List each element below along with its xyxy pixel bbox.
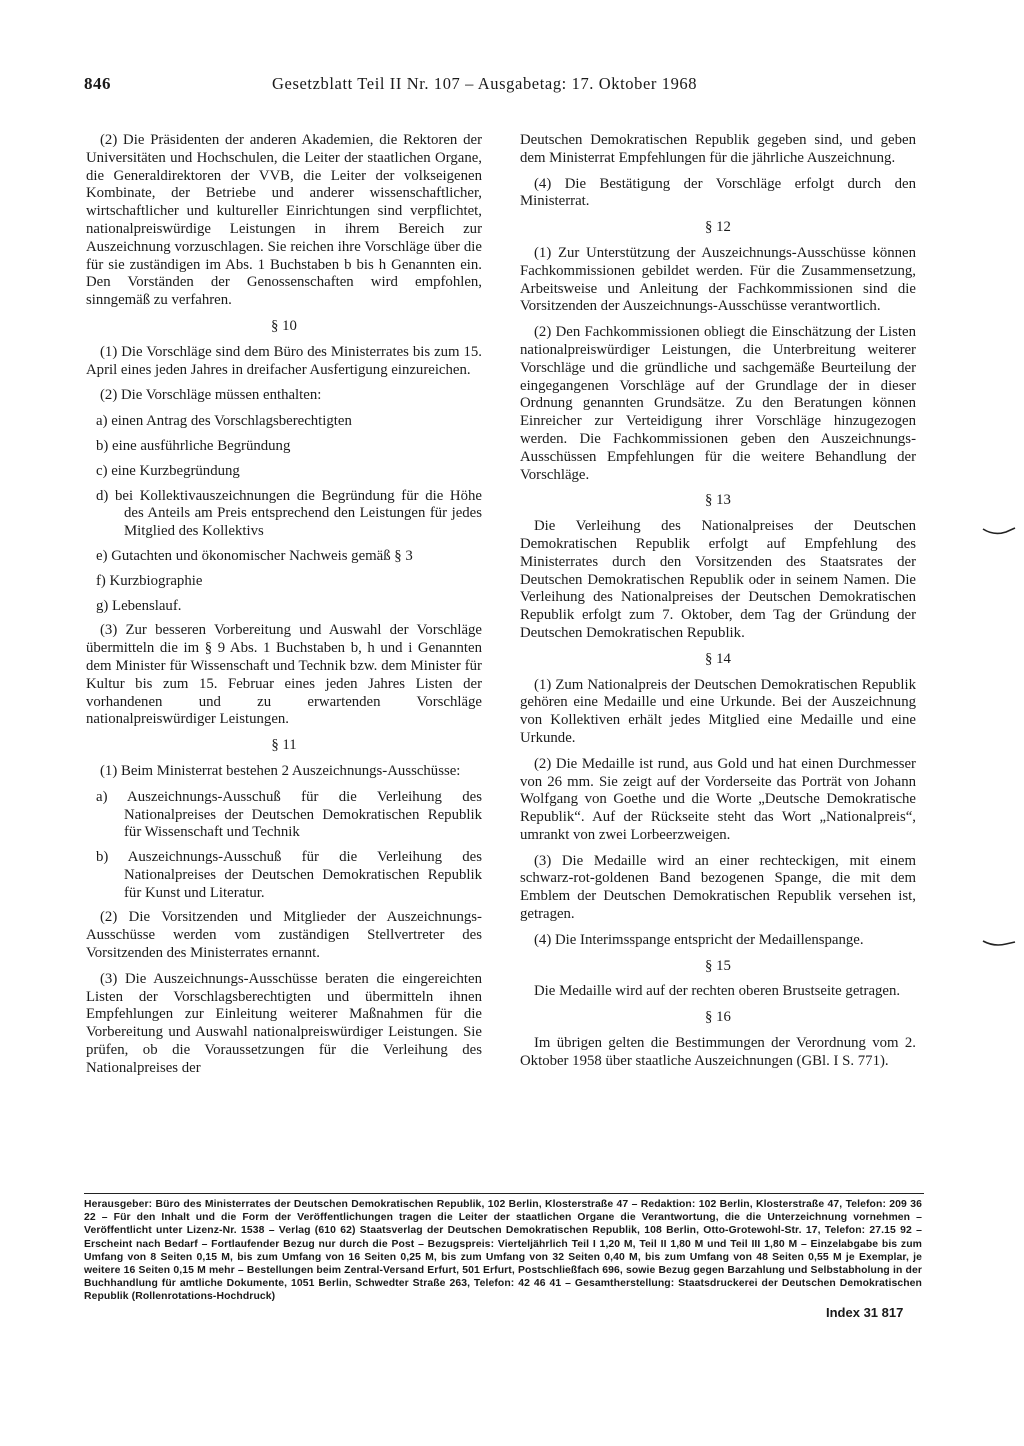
paragraph-9-2: (2) Die Präsidenten der anderen Akademien, die Rektoren der Universitäten und Hochschulen, die Leiter der staatlichen Organe, die Generaldirektoren der VVB, die Leiter der volkseigenen Kombinate, der Betriebe und anderer wissenschaftlicher, wirtschaftlicher und kultureller Einrichtungen sind verpflichtet, nationalpreiswürdige Leistungen in ihrem Bereich zur Auszeichnung vorzuschlagen. Sie reichen ihre Vorschläge über die für sie zuständigen im Abs. 1 Buchstaben b bis h Genannten ein. Den Vorständen der Genossenschaften wird empfohlen, sinngemäß zu verfahren. (86, 132, 482, 309)
publisher-imprint: Herausgeber: Büro des Ministerrates der Deutschen Demokratischen Republik, 102 Berlin, Klosterstraße 47 – Redaktion: 102 Berlin, Klosterstraße 47, Telefon: 209 36 22 – Für den Inhalt und die Form der Veröffentlichungen tragen die Leiter der staatlichen Organe die Verantwortung, die die Unterzeichnung vornehmen – Veröffentlicht unter Lizenz-Nr. 1538 – Verlag (610 62) Staatsverlag der Deutschen Demokratischen Republik, 108 Berlin, Otto-Grotewohl-Str. 17, Telefon: 27.15 92 – Erscheint nach Bedarf – Fortlaufender Bezug nur durch die Post – Bezugspreis: Vierteljährlich Teil I 1,20 M, Teil II 1,80 M und Teil III 1,80 M – Einzelabgabe bis zum Umfang von 8 Seiten 0,15 M, bis zum Umfang von 16 Seiten 0,25 M, bis zum Umfang von 32 Seiten 0,40 M, bis zum Umfang von 48 Seiten 0,55 M je Exemplar, je weitere 16 Seiten 0,15 M mehr – Bestellungen beim Zentral-Versand Erfurt, 501 Erfurt, Postschließfach 696, sowie Bezug gegen Barzahlung und Selbstabholung in der Buchhandlung für amtliche Dokumente, 1051 Berlin, Schwedter Straße 263, Telefon: 42 46 41 – Gesamtherstellung: Staatsdruckerei der Deutschen Demokratischen Republik (Rollenrotations-Hochdruck) (84, 1199, 922, 1303)
list-item-10-e: e) Gutachten und ökonomischer Nachweis gemäß § 3 (96, 547, 413, 564)
right-column (520, 132, 916, 1079)
paragraph-10-1: (1) Die Vorschläge sind dem Büro des Ministerrates bis zum 15. April eines jeden Jahres in dreifacher Ausfertigung einzureichen. (86, 343, 482, 378)
paragraph-12-1: (1) Zur Unterstützung der Auszeichnungs-Ausschüsse können Fachkommissionen gebildet werden. Für die Zusammensetzung, Arbeitsweise und Anleitung der Fachkommissionen sind die Vorsitzenden der Auszeichnungs-Ausschüsse verantwortlich. (520, 244, 916, 315)
paragraph-10-3: (3) Zur besseren Vorbereitung und Auswahl der Vorschläge übermitteln die im § 9 Abs. 1 Buchstaben b, h und i Genannten dem Minister für Wissenschaft und Technik bzw. dem Minister für Kultur bis zum 15. Februar eines jeden Jahres Listen der vorhandenen und zu erwartenden Vorschläge nationalpreiswürdiger Leistungen. (86, 622, 482, 728)
section-heading-16: § 16 (705, 1009, 731, 1026)
list-item-10-f: f) Kurzbiographie (96, 572, 203, 589)
section-heading-10: § 10 (271, 317, 297, 334)
binding-mark-icon (982, 526, 1016, 536)
index-number: Index 31 817 (826, 1305, 904, 1320)
footer-divider (84, 1193, 924, 1194)
list-item-10-b: b) eine ausführliche Begründung (96, 437, 291, 454)
paragraph-15-1: Die Medaille wird auf der rechten oberen Brustseite getragen. (534, 983, 901, 1000)
paragraph-14-4: (4) Die Interimsspange entspricht der Medaillenspange. (534, 931, 864, 948)
paragraph-14-3: (3) Die Medaille wird an einer rechteckigen, mit einem schwarz-rot-goldenen Band bezogenen Spange, die mit dem Emblem der Deutschen Demokratischen Republik versehen ist, getragen. (520, 852, 916, 923)
left-column (86, 132, 482, 1086)
section-heading-15: § 15 (705, 957, 731, 974)
list-item-10-g: g) Lebenslauf. (96, 597, 182, 614)
binding-mark-icon (982, 938, 1016, 948)
list-item-10-d: d) bei Kollektivauszeichnungen die Begründung für die Höhe des Anteils am Preis entsprechend den Leistungen für jedes Mitglied des Kollektivs (96, 487, 482, 540)
paragraph-11-3-continued: Deutschen Demokratischen Republik gegeben sind, und geben dem Ministerrat Empfehlungen für die jährliche Auszeichnung. (520, 132, 916, 166)
paragraph-13-1: Die Verleihung des Nationalpreises der Deutschen Demokratischen Republik erfolgt auf Empfehlung des Ministerrates durch den Vorsitzenden des Staatsrates der Deutschen Demokratischen Republik oder in seinem Namen. Die Verleihung des Nationalpreises der Deutschen Demokratischen Republik erfolgt zum 7. Oktober, dem Tag der Gründung der Deutschen Demokratischen Republik. (520, 518, 916, 641)
paragraph-11-2: (2) Die Vorsitzenden und Mitglieder der Auszeichnungs-Ausschüsse werden vom zuständigen Stellvertreter des Vorsitzenden des Ministerrates ernannt. (86, 909, 482, 962)
paragraph-11-3: (3) Die Auszeichnungs-Ausschüsse beraten die eingereichten Listen der Vorschlagsberechtigten und übermitteln ihnen Empfehlungen zur Einleitung weiterer Maßnahmen für die Vorbereitung und Auswahl nationalpreiswürdiger Leistungen. Sie prüfen, ob die Voraussetzungen für die Verleihung des Nationalpreises der (86, 970, 482, 1076)
paragraph-11-1: (1) Beim Ministerrat bestehen 2 Auszeichnungs-Ausschüsse: (100, 762, 461, 779)
list-item-11-b: b) Auszeichnungs-Ausschuß für die Verleihung des Nationalpreises der Deutschen Demokratischen Republik für Kunst und Literatur. (96, 849, 482, 901)
list-item-11-a: a) Auszeichnungs-Ausschuß für die Verleihung des Nationalpreises der Deutschen Demokratischen Republik für Wissenschaft und Technik (96, 788, 482, 841)
section-heading-11: § 11 (271, 737, 297, 754)
section-heading-13: § 13 (705, 492, 731, 509)
paragraph-11-4: (4) Die Bestätigung der Vorschläge erfolgt durch den Ministerrat. (520, 175, 916, 210)
paragraph-12-2: (2) Den Fachkommissionen obliegt die Einschätzung der Listen nationalpreiswürdiger Leistungen, die Unterbreitung weiterer Vorschläge und die gründliche und sachgemäße Beurteilung der eingegangenen Vorschläge auf der Grundlage der in dieser Ordnung genannten Grundsätze. Zu den Beratungen können Einreicher zur Verteidigung ihrer Vorschläge hinzugezogen werden. Die Fachkommissionen geben den Auszeichnungs-Ausschüssen Empfehlungen für die weitere Behandlung der Vorschläge. (520, 324, 916, 483)
paragraph-14-2: (2) Die Medaille ist rund, aus Gold und hat einen Durchmesser von 26 mm. Sie zeigt auf der Vorderseite das Porträt von Johann Wolfgang von Goethe und die Worte „Deutsche Demokratische Republik“. Auf der Rückseite steht das Wort „Nationalpreis“, umrankt von zwei Lorbeerzweigen. (520, 755, 916, 843)
paragraph-10-2: (2) Die Vorschläge müssen enthalten: (100, 387, 322, 404)
section-heading-14: § 14 (705, 650, 731, 667)
section-heading-12: § 12 (705, 219, 731, 236)
list-item-10-c: c) eine Kurzbegründung (96, 462, 240, 479)
list-item-10-a: a) einen Antrag des Vorschlagsberechtigten (96, 413, 352, 430)
paragraph-16-1: Im übrigen gelten die Bestimmungen der Verordnung vom 2. Oktober 1958 über staatliche Auszeichnungen (GBl. I S. 771). (520, 1035, 916, 1069)
running-head: Gesetzblatt Teil II Nr. 107 – Ausgabetag: 17. Oktober 1968 (272, 74, 698, 93)
paragraph-14-1: (1) Zum Nationalpreis der Deutschen Demokratischen Republik gehören eine Medaille und eine Urkunde. Bei der Auszeichnung von Kollektiven erhält jedes Mitglied eine Medaille und eine Urkunde. (520, 676, 916, 746)
page-number: 846 (84, 74, 111, 93)
